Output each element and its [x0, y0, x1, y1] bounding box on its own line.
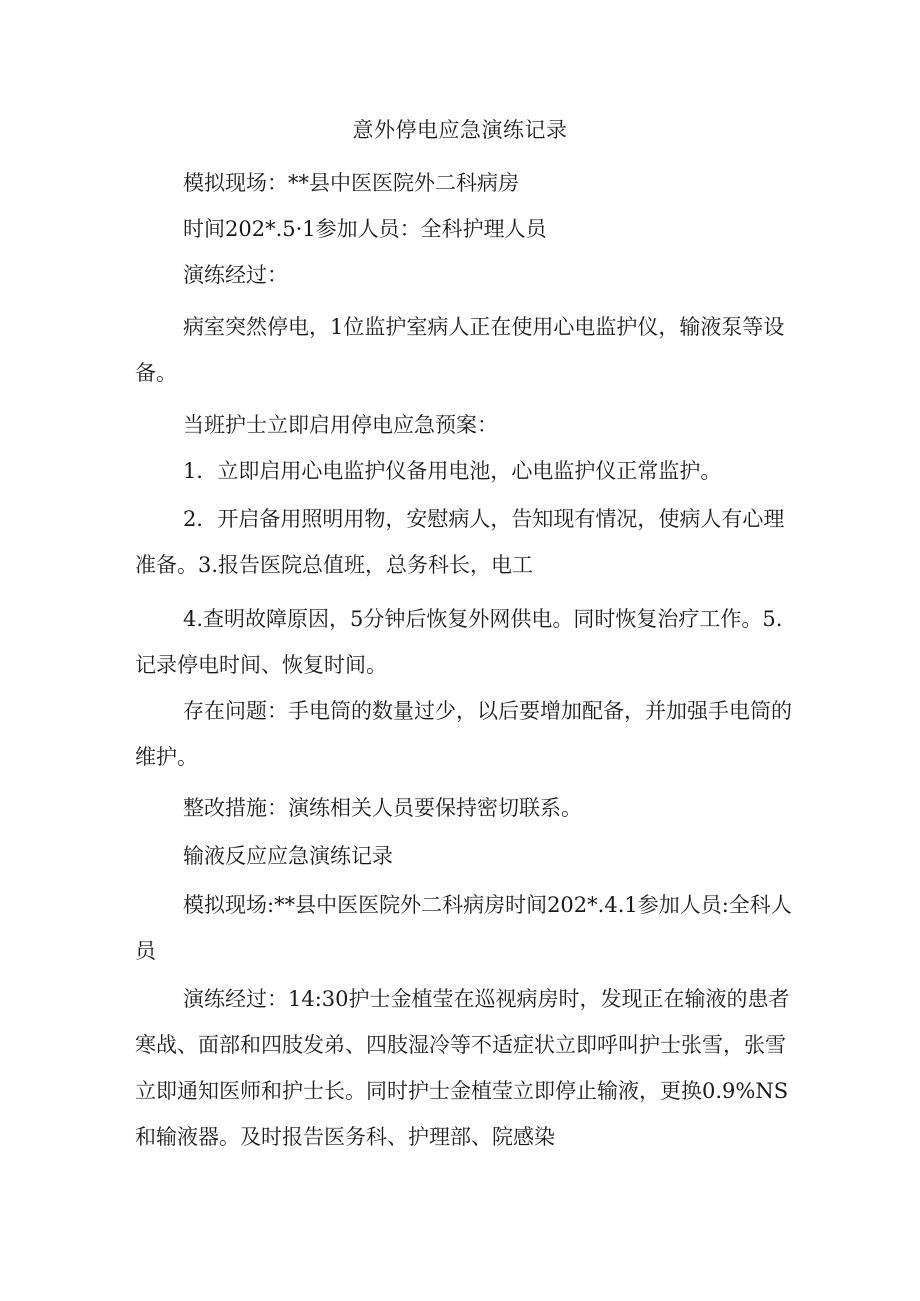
paragraph-emergency-plan: 当班护士立即启用停电应急预案：	[183, 413, 498, 437]
paragraph-infusion-reaction-title: 输液反应应急演练记录	[183, 844, 393, 868]
paragraph-drill-process-heading: 演练经过：	[183, 263, 288, 287]
paragraph-corrective-measures: 整改措施：演练相关人员要保持密切联系。	[183, 796, 582, 820]
paragraph-infusion-site-time: 模拟现场:**县中医医院外二科病房时间202*.4.1参加人员:全科人员	[135, 893, 792, 963]
paragraph-existing-problems: 存在问题：手电筒的数量过少，以后要增加配备，并加强手电筒的维护。	[135, 699, 792, 769]
paragraph-infusion-process: 演练经过：14:30护士金植莹在巡视病房时，发现正在输液的患者寒战、面部和四肢发弟、四肢湿冷等不适症状立即呼叫护士张雪，张雪立即通知医师和护士长。同时护士金植莹立即停止输液，更换0.9%NS和输液器。及时报告医务科、护理部、院感染	[135, 987, 790, 1149]
paragraph-time-participants: 时间202*.5·1参加人员：全科护理人员	[183, 217, 547, 241]
paragraph-power-outage: 病室突然停电，1位监护室病人正在使用心电监护仪，输液泵等设备。	[135, 315, 785, 385]
paragraph-step-4-5: 4.查明故障原因，5分钟后恢复外网供电。同时恢复治疗工作。5.记录停电时间、恢复时间。	[135, 607, 783, 677]
document-title: 意外停电应急演练记录	[352, 118, 568, 142]
paragraph-step-2-3: 2．开启备用照明用物，安慰病人，告知现有情况，使病人有心理准备。3.报告医院总值班，总务科长，电工	[135, 507, 785, 577]
paragraph-step-1: 1．立即启用心电监护仪备用电池，心电监护仪正常监护。	[183, 459, 722, 483]
paragraph-simulation-site: 模拟现场：**县中医医院外二科病房	[183, 171, 519, 195]
